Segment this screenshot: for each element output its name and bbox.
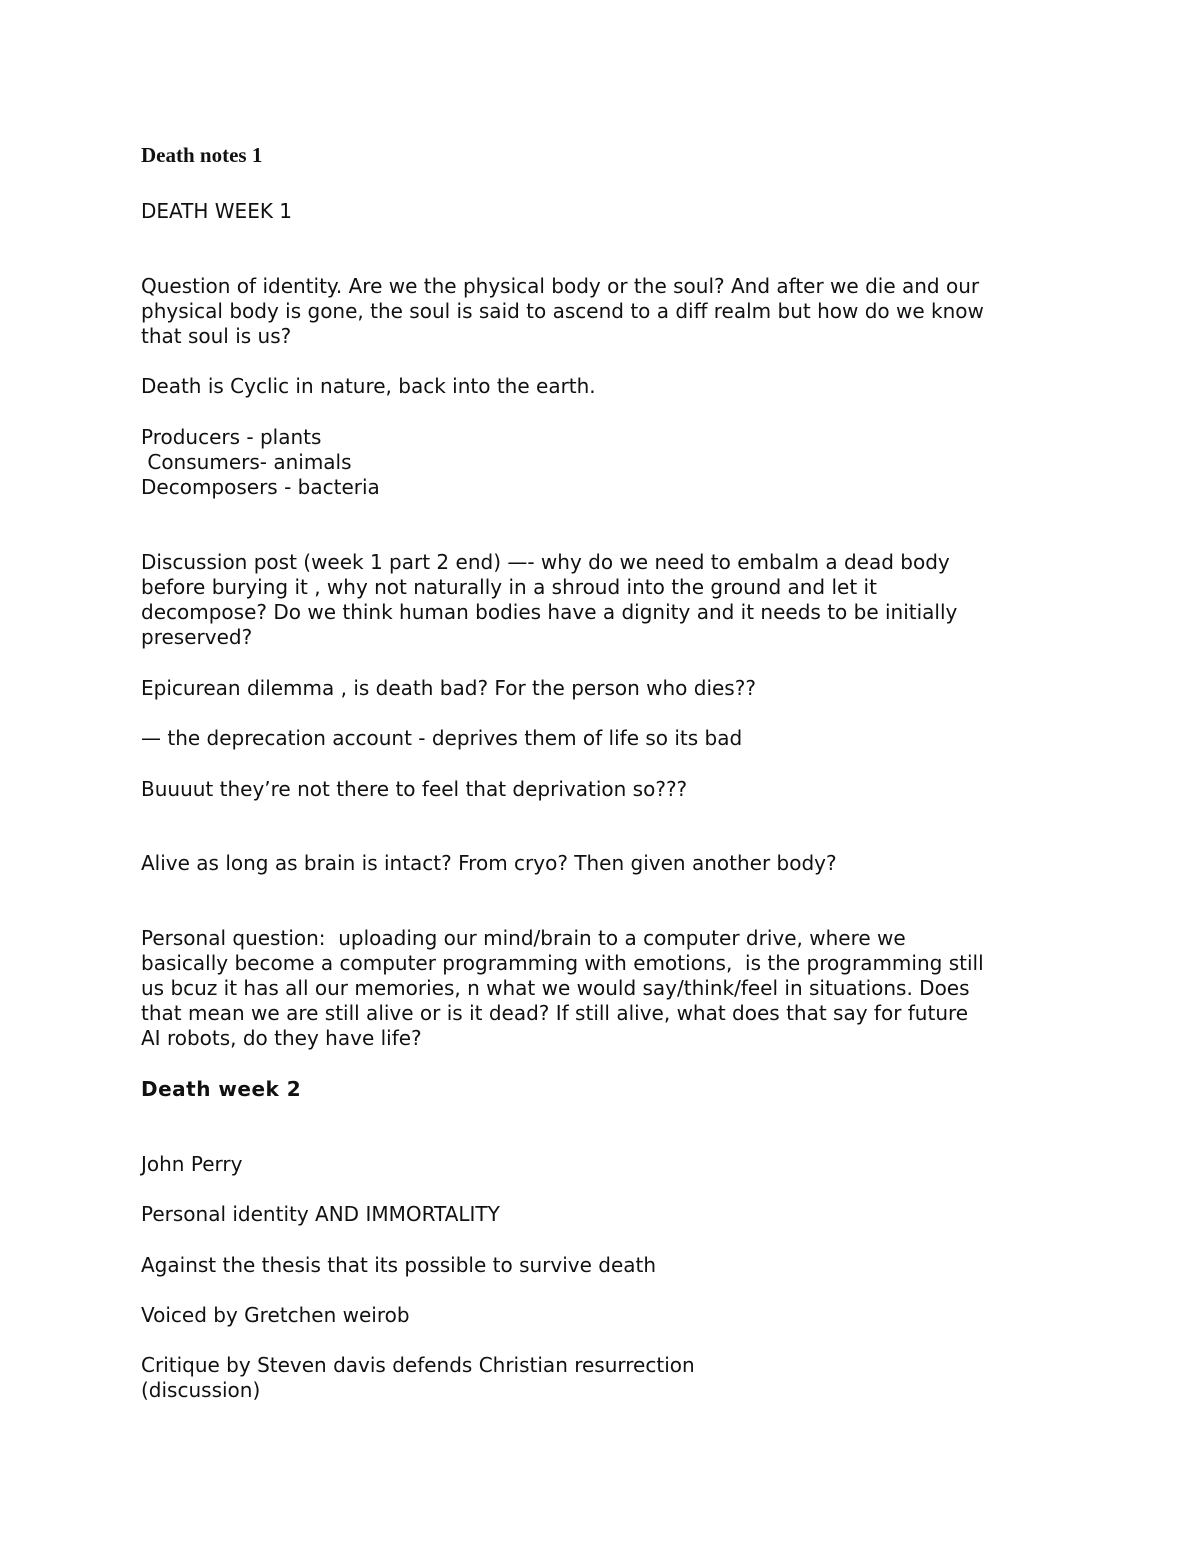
text-line: (discussion) [141,1378,261,1402]
list-item: Producers - plants [141,425,322,449]
personal-question-paragraph [141,926,984,1051]
discussion-paragraph [141,550,957,650]
author-line: John Perry [141,1152,243,1176]
deprivation-paragraph: — the deprecation account - deprives them of life so its bad [141,726,743,750]
list-item: Consumers- animals [141,450,352,474]
alive-paragraph: Alive as long as brain is intact? From cryo? Then given another body? [141,851,837,875]
thesis-line: Against the thesis that its possible to survive death [141,1253,657,1277]
text-line: decompose? Do we think human bodies have a dignity and it needs to be initially [141,600,958,624]
text-line: AI robots, do they have life? [141,1026,422,1050]
text-line: basically become a computer programming with emotions, is the programming still [141,951,984,975]
text-line: preserved? [141,625,253,649]
week2-heading: Death week 2 [141,1077,302,1101]
roles-list [141,425,380,500]
text-line: physical body is gone, the soul is said to ascend to a diff realm but how do we know [141,299,984,323]
document-title: Death notes 1 [141,143,263,167]
cyclic-paragraph: Death is Cyclic in nature, back into the earth. [141,374,596,398]
voiced-line: Voiced by Gretchen weirob [141,1303,410,1327]
critique-paragraph [141,1353,695,1403]
week1-heading: DEATH WEEK 1 [141,199,293,223]
buuuut-paragraph: Buuuut they’re not there to feel that deprivation so??? [141,777,688,801]
text-line: Critique by Steven davis defends Christian resurrection [141,1353,695,1377]
identity-paragraph [141,274,984,349]
epicurean-paragraph: Epicurean dilemma , is death bad? For the person who dies?? [141,676,756,700]
text-line: Question of identity. Are we the physical body or the soul? And after we die and our [141,274,980,298]
work-title-line: Personal identity AND IMMORTALITY [141,1202,500,1226]
text-line: before burying it , why not naturally in a shroud into the ground and let it [141,575,877,599]
text-line: that soul is us? [141,324,292,348]
text-line: Discussion post (week 1 part 2 end) —- why do we need to embalm a dead body [141,550,950,574]
text-line: that mean we are still alive or is it dead? If still alive, what does that say for future [141,1001,969,1025]
text-line: Personal question: uploading our mind/brain to a computer drive, where we [141,926,906,950]
list-item: Decomposers - bacteria [141,475,380,499]
text-line: us bcuz it has all our memories, n what we would say/think/feel in situations. Does [141,976,970,1000]
